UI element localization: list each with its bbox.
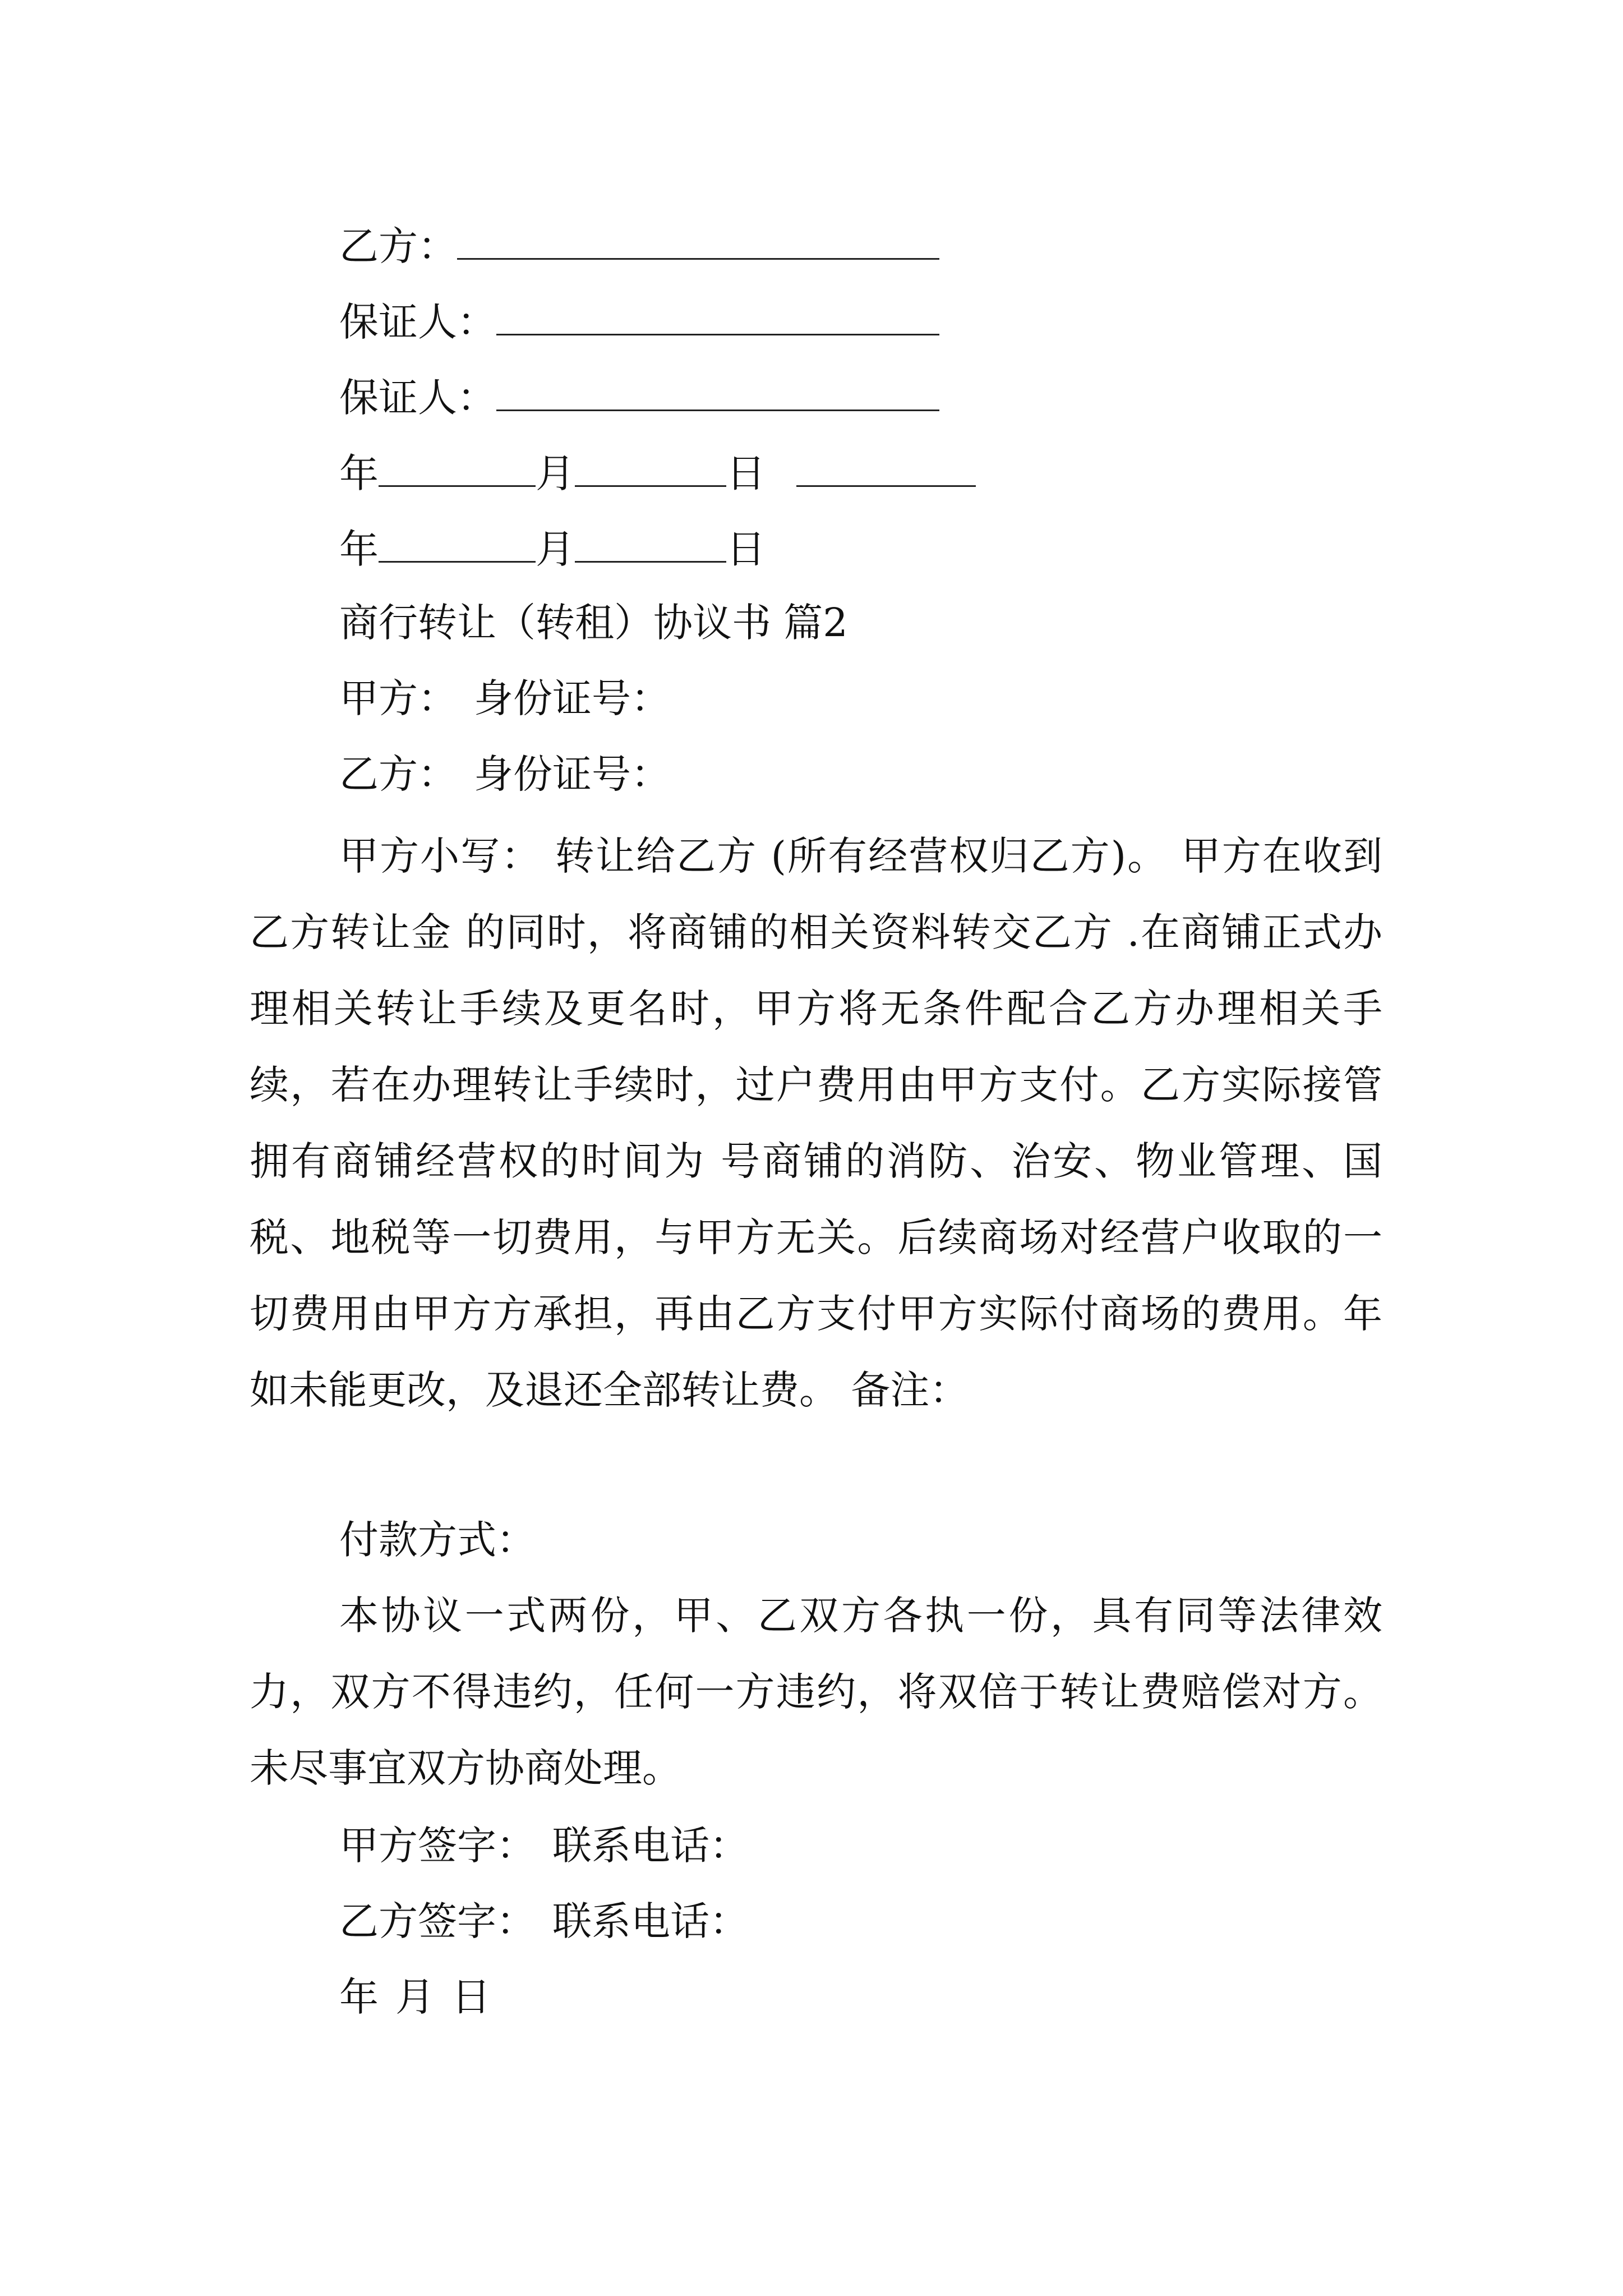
date2-month: 月 bbox=[536, 526, 575, 572]
date2-day: 日 bbox=[726, 526, 766, 572]
date2-year: 年 bbox=[339, 526, 379, 572]
date1-day: 日 bbox=[726, 450, 766, 496]
party-a-label: 甲方： bbox=[339, 675, 457, 721]
party-b-label-2: 乙方： bbox=[339, 751, 457, 797]
extra-blank-1 bbox=[796, 452, 976, 487]
party-a-sign-line bbox=[339, 1823, 749, 1869]
party-a-sign-label: 甲方签字： bbox=[339, 1823, 536, 1869]
date1-month: 月 bbox=[536, 450, 575, 496]
guarantor-label-1: 保证人： bbox=[339, 299, 496, 345]
party-b-sign-line bbox=[339, 1898, 749, 1944]
guarantor-line-1 bbox=[339, 299, 939, 345]
final-date-month: 月 bbox=[395, 1974, 435, 2020]
transfer-terms-paragraph: 甲方小写： 转让给乙方 (所有经营权归乙方)。 甲方在收到乙方转让金 的同时，将商铺的相关资料转交乙方 .在商铺正式办理相关转让手续及更名时，甲方将无条件配合乙方办理相关手续，若在办理转让手续时，过户费用由甲方支付。乙方实际接管拥有商铺经营权的时间为 号商铺的消防、治安、物业管理、国税、地税等一切费用，与甲方无关。后续商场对经营户收取的一切费用由甲方方承担，再由乙方支付甲方实际付商场的费用。年如未能更改，及退还全部转让费。 备注： bbox=[250, 833, 1382, 1413]
section-title: 商行转让（转租）协议书 篇2 bbox=[339, 600, 848, 646]
party-a-id-label: 身份证号： bbox=[474, 675, 670, 721]
final-date-year: 年 bbox=[339, 1974, 379, 2020]
date-line-1 bbox=[339, 450, 976, 496]
payment-method-label: 付款方式： bbox=[339, 1517, 536, 1563]
final-date-line bbox=[339, 1974, 491, 2020]
date1-year: 年 bbox=[339, 450, 379, 496]
month-blank-2 bbox=[575, 527, 726, 563]
party-b-signature-line bbox=[339, 223, 939, 269]
guarantor-blank-2 bbox=[496, 376, 939, 411]
party-b-blank bbox=[457, 224, 939, 260]
party-b-phone-label: 联系电话： bbox=[552, 1898, 749, 1944]
party-a-line bbox=[339, 675, 670, 721]
party-b-label: 乙方： bbox=[339, 223, 457, 269]
final-date-day: 日 bbox=[451, 1974, 491, 2020]
party-b-line bbox=[339, 751, 670, 797]
party-b-sign-label: 乙方签字： bbox=[339, 1898, 536, 1944]
date-line-2 bbox=[339, 526, 766, 572]
guarantor-label-2: 保证人： bbox=[339, 375, 496, 421]
guarantor-line-2 bbox=[339, 375, 939, 421]
agreement-copies-paragraph: 本协议一式两份，甲、乙双方各执一份，具有同等法律效力，双方不得违约，任何一方违约，将双倍于转让费赔偿对方。未尽事宜双方协商处理。 bbox=[250, 1593, 1382, 1791]
guarantor-blank-1 bbox=[496, 300, 939, 335]
party-a-phone-label: 联系电话： bbox=[552, 1823, 749, 1869]
year-blank-2 bbox=[379, 527, 536, 563]
year-blank-1 bbox=[379, 452, 536, 487]
party-b-id-label: 身份证号： bbox=[474, 751, 670, 797]
month-blank-1 bbox=[575, 452, 726, 487]
